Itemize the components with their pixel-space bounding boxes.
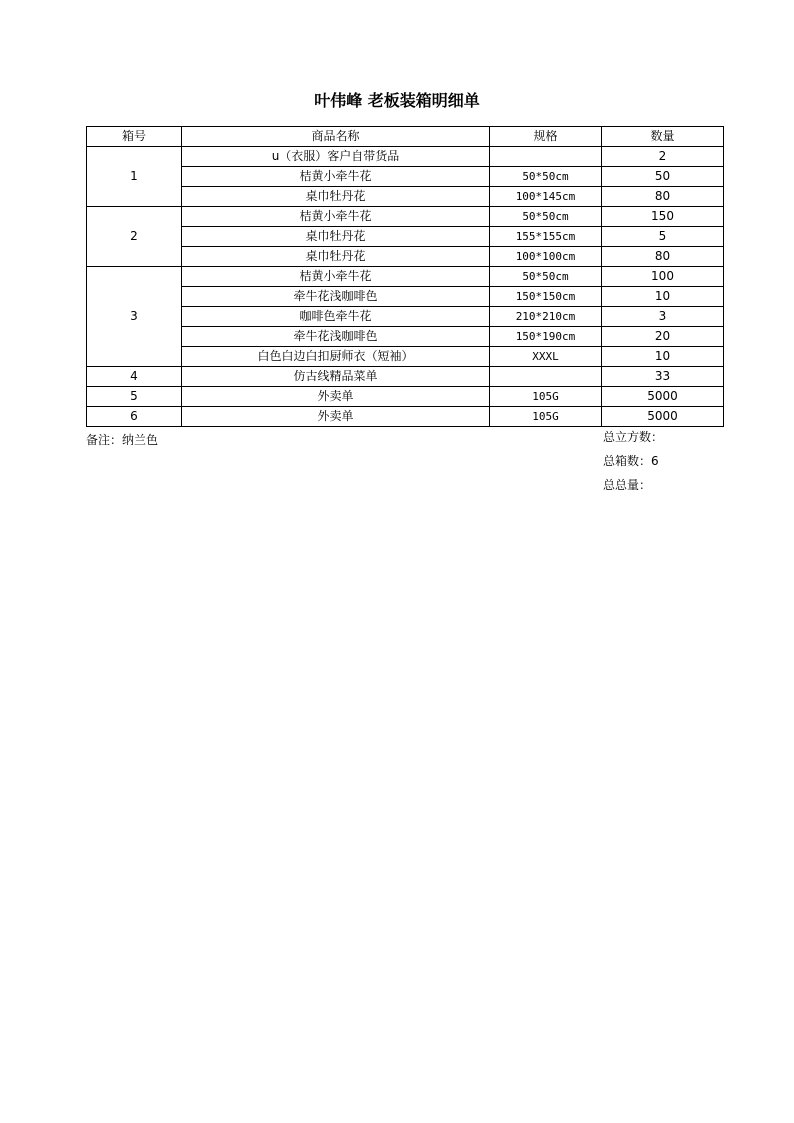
cell-product-name: 咖啡色牵牛花 <box>182 307 490 327</box>
cell-product-name: 桔黄小牵牛花 <box>182 207 490 227</box>
cell-quantity: 20 <box>602 327 724 347</box>
cell-spec: 50*50cm <box>490 267 602 287</box>
cell-spec: 150*190cm <box>490 327 602 347</box>
total-weight: 总总量： <box>603 478 652 492</box>
cell-spec: 100*145cm <box>490 187 602 207</box>
packing-list-table <box>86 126 724 427</box>
table-row <box>87 247 724 267</box>
table-row <box>87 367 724 387</box>
cell-spec: 105G <box>490 387 602 407</box>
cell-quantity: 5000 <box>602 407 724 427</box>
table-row <box>87 167 724 187</box>
cell-quantity: 3 <box>602 307 724 327</box>
cell-product-name: 桌巾牡丹花 <box>182 187 490 207</box>
table-row <box>87 187 724 207</box>
cell-box-number: 3 <box>87 267 182 367</box>
table-row <box>87 407 724 427</box>
cell-quantity: 2 <box>602 147 724 167</box>
cell-box-number: 1 <box>87 147 182 207</box>
cell-spec: 50*50cm <box>490 207 602 227</box>
header-quantity: 数量 <box>602 127 724 147</box>
table-row <box>87 267 724 287</box>
table-row <box>87 347 724 367</box>
cell-quantity: 150 <box>602 207 724 227</box>
cell-quantity: 100 <box>602 267 724 287</box>
cell-box-number: 5 <box>87 387 182 407</box>
page-title: 叶伟峰 老板装箱明细单 <box>314 91 480 110</box>
table-header-row <box>87 127 724 147</box>
cell-spec: 105G <box>490 407 602 427</box>
cell-product-name: 白色白边白扣厨师衣（短袖） <box>182 347 490 367</box>
cell-quantity: 10 <box>602 287 724 307</box>
header-box-number: 箱号 <box>87 127 182 147</box>
table-row <box>87 227 724 247</box>
table-body <box>87 147 724 427</box>
cell-quantity: 10 <box>602 347 724 367</box>
cell-quantity: 33 <box>602 367 724 387</box>
cell-quantity: 5 <box>602 227 724 247</box>
cell-spec: 210*210cm <box>490 307 602 327</box>
cell-product-name: 外卖单 <box>182 387 490 407</box>
cell-box-number: 6 <box>87 407 182 427</box>
cell-box-number: 4 <box>87 367 182 387</box>
remark-note: 备注：纳兰色 <box>86 433 159 447</box>
cell-quantity: 5000 <box>602 387 724 407</box>
cell-product-name: 桌巾牡丹花 <box>182 247 490 267</box>
table-row <box>87 387 724 407</box>
cell-box-number: 2 <box>87 207 182 267</box>
table-row <box>87 287 724 307</box>
cell-product-name: 桔黄小牵牛花 <box>182 267 490 287</box>
table-row <box>87 327 724 347</box>
cell-product-name: u（衣服）客户自带货品 <box>182 147 490 167</box>
total-boxes: 总箱数：6 <box>603 454 659 468</box>
cell-product-name: 牵牛花浅咖啡色 <box>182 327 490 347</box>
cell-quantity: 50 <box>602 167 724 187</box>
table-row <box>87 207 724 227</box>
table-row <box>87 147 724 167</box>
cell-product-name: 仿古线精品菜单 <box>182 367 490 387</box>
total-volume: 总立方数： <box>603 430 664 444</box>
cell-spec: 150*150cm <box>490 287 602 307</box>
cell-quantity: 80 <box>602 247 724 267</box>
cell-spec: 50*50cm <box>490 167 602 187</box>
header-spec: 规格 <box>490 127 602 147</box>
cell-quantity: 80 <box>602 187 724 207</box>
cell-spec: 100*100cm <box>490 247 602 267</box>
summary-block <box>603 430 663 502</box>
cell-product-name: 牵牛花浅咖啡色 <box>182 287 490 307</box>
cell-product-name: 桔黄小牵牛花 <box>182 167 490 187</box>
cell-spec: 155*155cm <box>490 227 602 247</box>
cell-spec <box>490 367 602 387</box>
table-row <box>87 307 724 327</box>
cell-product-name: 桌巾牡丹花 <box>182 227 490 247</box>
cell-product-name: 外卖单 <box>182 407 490 427</box>
header-product-name: 商品名称 <box>182 127 490 147</box>
cell-spec: XXXL <box>490 347 602 367</box>
cell-spec <box>490 147 602 167</box>
